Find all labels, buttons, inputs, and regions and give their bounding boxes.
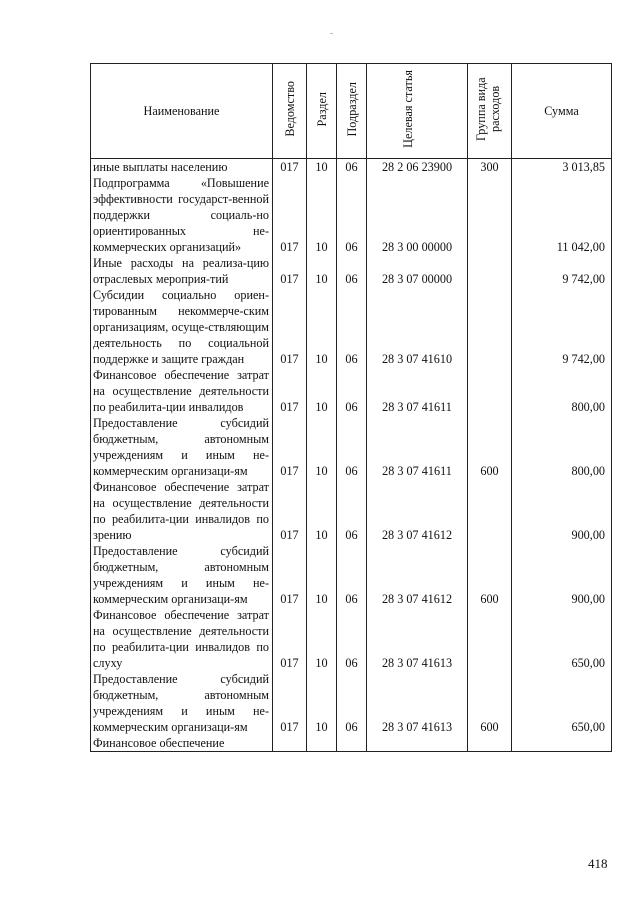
table-row	[91, 479, 612, 543]
table-row	[91, 671, 612, 735]
row-podrazdel: 06	[337, 671, 367, 735]
row-gruppa	[468, 255, 512, 287]
row-summa: 800,00	[512, 367, 612, 415]
row-podrazdel: 06	[337, 479, 367, 543]
row-razdel: 10	[307, 175, 337, 255]
row-name: Предоставление субсидий бюджетным, автономным учреждениям и иным не-коммерческим организаци-ям	[91, 415, 273, 479]
row-vedomstvo: 017	[273, 255, 307, 287]
row-name: Финансовое обеспечение затрат на осуществление деятельности по реабилита-ции инвалидов по зрению	[91, 479, 273, 543]
row-summa: 900,00	[512, 543, 612, 607]
row-razdel: 10	[307, 543, 337, 607]
row-name: иные выплаты населению	[91, 159, 273, 176]
row-razdel: 10	[307, 479, 337, 543]
table-row	[91, 175, 612, 255]
table-row	[91, 159, 612, 176]
row-razdel: 10	[307, 607, 337, 671]
row-razdel: 10	[307, 415, 337, 479]
row-razdel: 10	[307, 159, 337, 176]
header-summa: Сумма	[512, 64, 612, 159]
row-summa: 9 742,00	[512, 255, 612, 287]
row-gruppa: 300	[468, 159, 512, 176]
header-podrazdel: Подраздел	[337, 64, 367, 159]
row-summa: 900,00	[512, 479, 612, 543]
row-razdel	[307, 735, 337, 752]
row-vedomstvo: 017	[273, 671, 307, 735]
row-razdel: 10	[307, 287, 337, 367]
row-name: Финансовое обеспечение	[91, 735, 273, 752]
row-razdel: 10	[307, 255, 337, 287]
row-gruppa	[468, 367, 512, 415]
row-podrazdel: 06	[337, 287, 367, 367]
row-podrazdel: 06	[337, 415, 367, 479]
row-vedomstvo: 017	[273, 479, 307, 543]
row-vedomstvo: 017	[273, 159, 307, 176]
table-row	[91, 287, 612, 367]
row-name: Иные расходы на реализа-цию отраслевых мероприя-тий	[91, 255, 273, 287]
row-name: Предоставление субсидий бюджетным, автономным учреждениям и иным не-коммерческим организаци-ям	[91, 543, 273, 607]
row-podrazdel: 06	[337, 175, 367, 255]
row-podrazdel	[337, 735, 367, 752]
row-celevaya	[367, 735, 468, 752]
row-summa: 650,00	[512, 671, 612, 735]
row-celevaya: 28 2 06 23900	[367, 159, 468, 176]
row-name: Подпрограмма «Повышение эффективности государст-венной поддержки социаль-но ориентированных не-коммерческих организаций»	[91, 175, 273, 255]
row-gruppa	[468, 287, 512, 367]
row-summa: 800,00	[512, 415, 612, 479]
row-podrazdel: 06	[337, 159, 367, 176]
row-podrazdel: 06	[337, 255, 367, 287]
row-celevaya: 28 3 07 41611	[367, 415, 468, 479]
row-podrazdel: 06	[337, 607, 367, 671]
row-gruppa	[468, 735, 512, 752]
row-celevaya: 28 3 07 41613	[367, 607, 468, 671]
table-row	[91, 735, 612, 752]
row-vedomstvo: 017	[273, 607, 307, 671]
row-podrazdel: 06	[337, 367, 367, 415]
scan-mark	[330, 33, 333, 34]
row-name: Финансовое обеспечение затрат на осуществление деятельности по реабилита-ции инвалидов по слуху	[91, 607, 273, 671]
row-gruppa: 600	[468, 671, 512, 735]
budget-table	[90, 63, 612, 752]
row-name: Финансовое обеспечение затрат на осуществление деятельности по реабилита-ции инвалидов	[91, 367, 273, 415]
row-celevaya: 28 3 07 41612	[367, 479, 468, 543]
header-vedomstvo: Ведомство	[273, 64, 307, 159]
row-razdel: 10	[307, 671, 337, 735]
row-vedomstvo	[273, 735, 307, 752]
header-row	[91, 64, 612, 159]
row-summa: 650,00	[512, 607, 612, 671]
row-celevaya: 28 3 07 41611	[367, 367, 468, 415]
page-number: 418	[588, 856, 608, 871]
row-vedomstvo: 017	[273, 287, 307, 367]
table-row	[91, 607, 612, 671]
row-gruppa	[468, 607, 512, 671]
row-gruppa	[468, 479, 512, 543]
table-row	[91, 543, 612, 607]
row-summa: 9 742,00	[512, 287, 612, 367]
table-row	[91, 255, 612, 287]
row-celevaya: 28 3 07 00000	[367, 255, 468, 287]
header-name: Наименование	[91, 64, 273, 159]
row-gruppa	[468, 175, 512, 255]
table-row	[91, 367, 612, 415]
header-gruppa: Группа вида расходов	[468, 64, 512, 159]
header-celevaya: Целевая статья	[367, 64, 468, 159]
row-podrazdel: 06	[337, 543, 367, 607]
row-celevaya: 28 3 07 41613	[367, 671, 468, 735]
row-summa: 3 013,85	[512, 159, 612, 176]
row-vedomstvo: 017	[273, 175, 307, 255]
row-summa: 11 042,00	[512, 175, 612, 255]
budget-table-container	[90, 63, 611, 848]
row-name: Предоставление субсидий бюджетным, автономным учреждениям и иным не-коммерческим организаци-ям	[91, 671, 273, 735]
row-vedomstvo: 017	[273, 367, 307, 415]
row-gruppa: 600	[468, 415, 512, 479]
table-row	[91, 415, 612, 479]
row-celevaya: 28 3 07 41612	[367, 543, 468, 607]
row-name: Субсидии социально ориен-тированным некоммерче-ским организациям, осуще-ствляющим деятельность по социальной поддержке и защите граждан	[91, 287, 273, 367]
row-gruppa: 600	[468, 543, 512, 607]
row-celevaya: 28 3 07 41610	[367, 287, 468, 367]
row-celevaya: 28 3 00 00000	[367, 175, 468, 255]
row-razdel: 10	[307, 367, 337, 415]
row-summa	[512, 735, 612, 752]
row-vedomstvo: 017	[273, 543, 307, 607]
header-razdel: Раздел	[307, 64, 337, 159]
row-vedomstvo: 017	[273, 415, 307, 479]
